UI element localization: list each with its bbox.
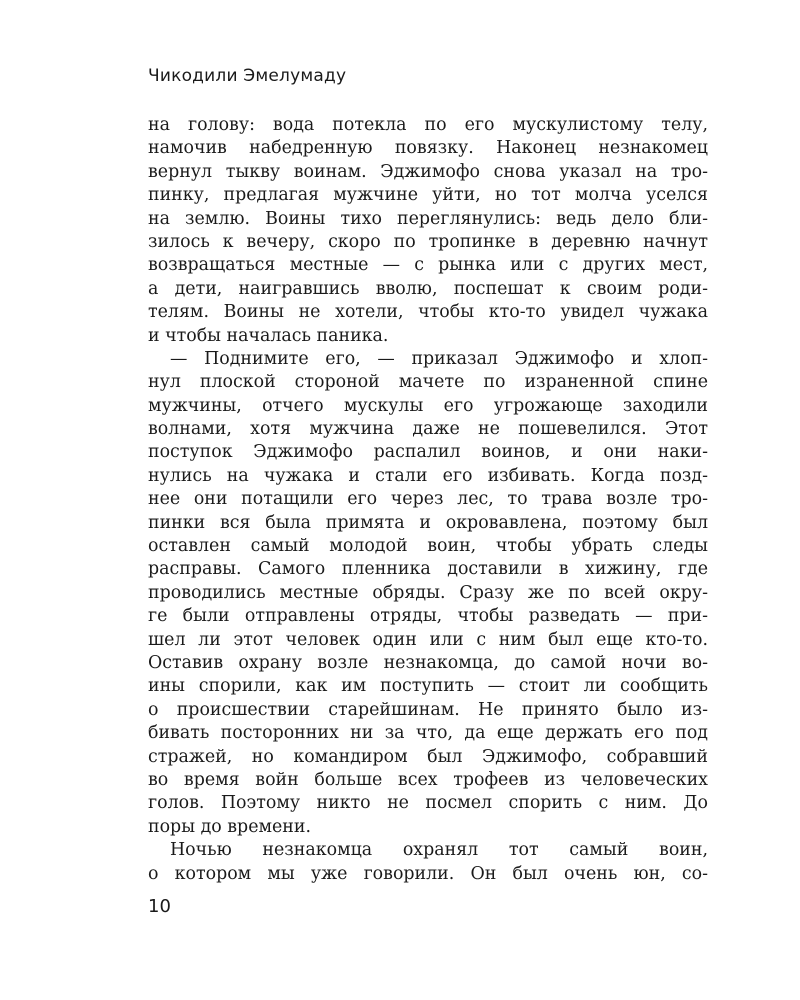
text-line: о котором мы уже говорили. Он был очень юн, со- <box>148 863 708 884</box>
text-line: стражей, но командиром был Эджимофо, собравший <box>148 746 708 767</box>
text-line: голов. Поэтому никто не посмел спорить с ним. До <box>148 793 708 814</box>
text-line: во время войн больше всех трофеев из человеческих <box>148 769 708 790</box>
text-line: расправы. Самого пленника доставили в хижину, где <box>148 559 708 580</box>
page-number: 10 <box>148 896 171 917</box>
text-line: ины спорили, как им поступить — стоит ли сообщить <box>148 676 708 697</box>
text-line: и чтобы началась паника. <box>148 325 389 346</box>
text-line: нул плоской стороной мачете по израненной спине <box>148 372 708 393</box>
text-line: Оставив охрану возле незнакомца, до самой ночи во- <box>148 652 708 673</box>
text-line: намочив набедренную повязку. Наконец незнакомец <box>148 138 708 159</box>
text-line: ге были отправлены отряды, чтобы разведать — при- <box>148 606 708 627</box>
text-line: а дети, наигравшись вволю, поспешат к своим роди- <box>148 278 708 299</box>
text-line: проводились местные обряды. Сразу же по всей окру- <box>148 582 708 603</box>
text-line: нулись на чужака и стали его избивать. Когда позд- <box>148 465 708 486</box>
text-line: зилось к вечеру, скоро по тропинке в деревню начнут <box>148 231 708 252</box>
text-line: на землю. Воины тихо переглянулись: ведь дело бли- <box>148 208 708 229</box>
text-line: поступок Эджимофо распалил воинов, и они наки- <box>148 442 708 463</box>
body-text <box>148 114 708 886</box>
text-line: — Поднимите его, — приказал Эджимофо и хлоп- <box>170 348 708 369</box>
text-line: Ночью незнакомца охранял тот самый воин, <box>170 840 708 861</box>
text-line: на голову: вода потекла по его мускулистому телу, <box>148 115 708 135</box>
text-line: мужчины, отчего мускулы его угрожающе заходили <box>148 395 708 416</box>
text-line: волнами, хотя мужчина даже не пошевелился. Этот <box>148 419 708 440</box>
text-line: возвращаться местные — с рынка или с других мест, <box>148 255 708 276</box>
text-line: телям. Воины не хотели, чтобы кто-то увидел чужака <box>148 302 708 323</box>
text-line: нее они потащили его через лес, то трава возле тро- <box>148 489 708 510</box>
text-line: о происшествии старейшинам. Не принято было из- <box>148 699 708 720</box>
text-line: пинки вся была примята и окровавлена, поэтому был <box>148 512 708 533</box>
text-line: пинку, предлагая мужчине уйти, но тот молча уселся <box>148 185 708 206</box>
text-line: шел ли этот человек один или с ним был еще кто-то. <box>148 629 708 650</box>
running-header: Чикодили Эмелумаду <box>148 66 347 86</box>
text-line: бивать посторонних ни за что, да еще держать его под <box>148 723 708 744</box>
text-line: оставлен самый молодой воин, чтобы убрать следы <box>148 536 708 557</box>
text-line: поры до времени. <box>148 816 312 837</box>
text-line: вернул тыкву воинам. Эджимофо снова указал на тро- <box>148 161 708 182</box>
